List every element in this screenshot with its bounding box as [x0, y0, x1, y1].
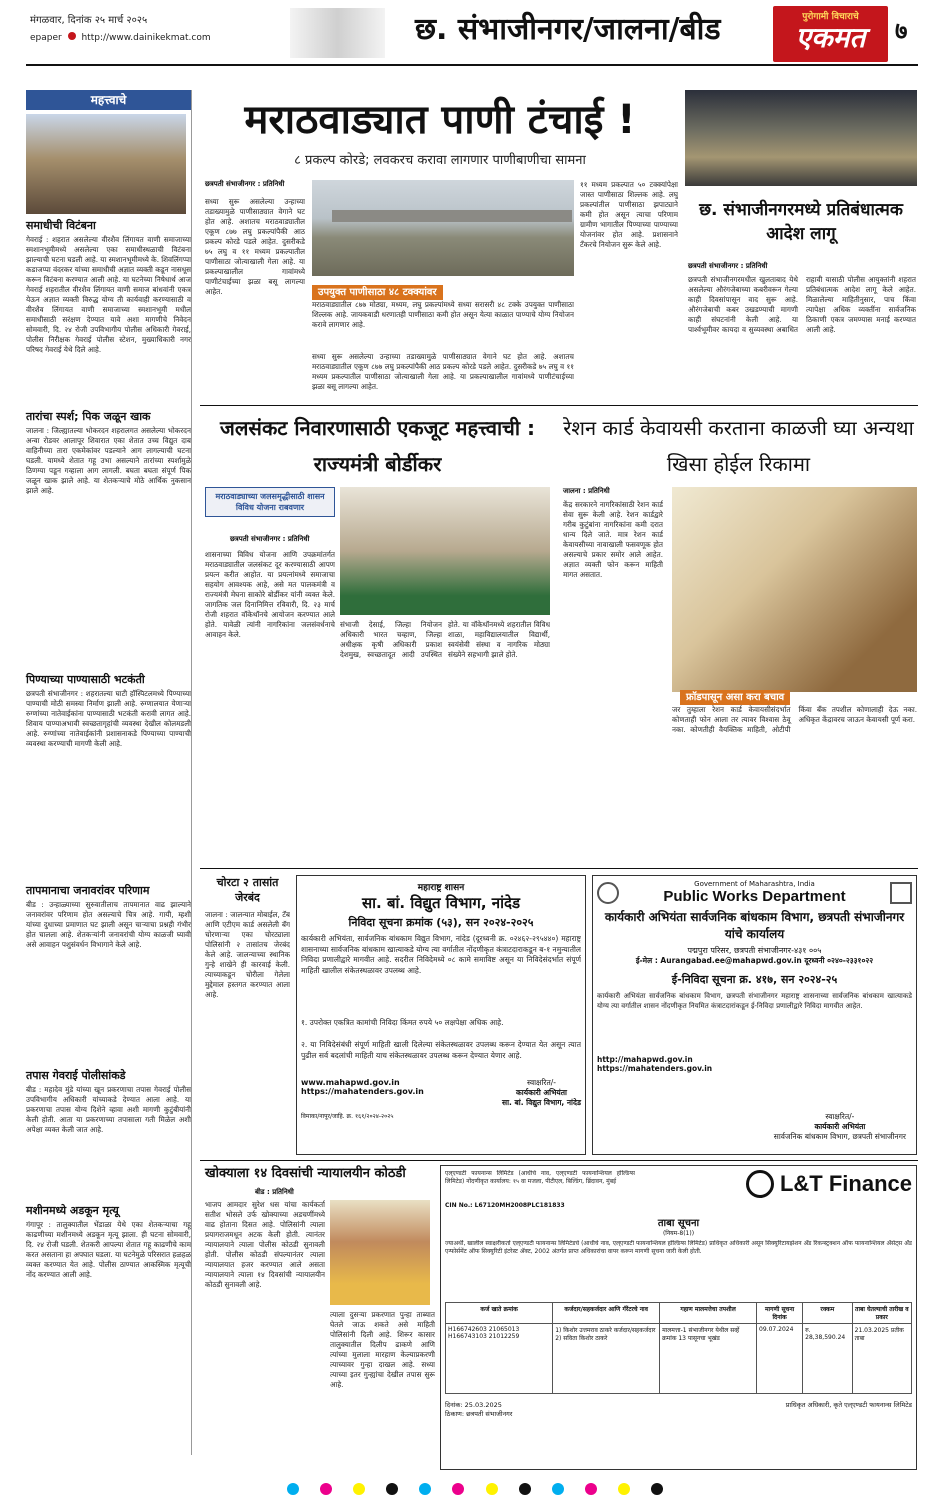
section-rule-2	[200, 868, 918, 869]
table-cell: 21.03.2025 प्रतीक ताबा	[852, 1324, 911, 1394]
minister-subbox	[205, 487, 335, 517]
table-cell: 09.07.2024	[757, 1324, 803, 1394]
table-header: कर्ज खाते क्रमांक	[446, 1303, 553, 1324]
story-body: गंगापूर : तालुक्यातील भेंडाळा येथे एका शेतकऱ्याचा गहू काढणीच्या मशीनमध्ये अडकून मृत्यू झाला. ही घटना सोमवारी, दि. २४ रोजी घडली. शेतकरी आपल्या शेतात गहू काढणीचे काम करत असताना हा अपघात घडला. या घटनेमुळे परिसरात हळहळ व्यक्त करण्यात येत आहे. पोलीस ठाण्यात आकस्मिक मृत्यूची नोंद करण्यात आली आहे.	[26, 1220, 191, 1279]
section-rule-1	[200, 405, 918, 406]
sidebar-header: महत्त्वाचे	[26, 90, 191, 110]
ration-body: केंद्र सरकारने नागरिकांसाठी रेशन कार्ड सेवा सुरू केली आहे. रेशन कार्डद्वारे गरीब कुटुंबांना नागरिकांना कमी दरात धान्य दिले जाते. मात्र रेशन कार्ड केवायसीच्या नावाखाली फसवणूक होत असल्याचे प्रकार समोर आले आहेत. अज्ञात व्यक्ती फोन करून माहिती मागत असतात.	[563, 500, 663, 579]
registration-dot	[353, 1483, 365, 1495]
jail-headline: चोरटा २ तासांत जेरबंद	[216, 876, 279, 904]
ad-electric	[296, 875, 586, 1155]
table-header: गहाण मालमत्तेचा तपशील	[660, 1303, 757, 1324]
ad-pwd-header	[597, 880, 912, 905]
brand-tagline: पुरोगामी विचाराचे	[802, 12, 859, 22]
ad-finance-place: ठिकाण: छत्रपती संभाजीनगर	[445, 1410, 513, 1418]
sidebar-story-3	[26, 672, 191, 877]
ad-pwd-title: कार्यकारी अभियंता सार्वजनिक बांधकाम विभाग, छत्रपती संभाजीनगर यांचे कार्यालय	[604, 910, 905, 941]
police-body: छत्रपती संभाजीनगरमधील खुलताबाद येथे असलेल्या औरंगजेबाच्या कबरीवरून गेल्या काही दिवसांपासून वाद सुरू आहे. औरंगजेबाची कबर उखडण्याची मागणी काही संघटनांनी केली आहे. या पार्श्वभूमीवर कायदा व सुव्यवस्था अबाधित राहावी यासाठी पोलीस आयुक्तांनी शहरात प्रतिबंधात्मक आदेश लागू केले आहेत. मिळालेल्या माहितीनुसार, पाच किंवा त्यापेक्षा अधिक व्यक्तींना सार्वजनिक ठिकाणी एकत्र जमण्यास मनाई करण्यात आली आहे.	[688, 275, 916, 334]
table-cell: मालमत्ता-1 संभाजीनगर येथील सर्व्हे क्रमांक 13 पासूनचा भूखंड	[660, 1324, 757, 1394]
table-header-row	[446, 1303, 912, 1324]
table-header: कर्जदार/सहकर्जदार आणि गॅरेंटरचे नाव	[553, 1303, 660, 1324]
table-row	[446, 1324, 912, 1394]
ad-pwd-dept: Public Works Department	[663, 888, 846, 905]
registration-dot	[651, 1483, 663, 1495]
ad-electric-site-2[interactable]: https://mahatenders.gov.in	[301, 1087, 424, 1096]
minister-headline: जलसंकट निवारणासाठी एकजूट महत्त्वाची : राज्यमंत्री बोर्डीकर	[220, 416, 535, 476]
registration-dot	[618, 1483, 630, 1495]
sign-office: सार्वजनिक बांधकाम विभाग, छत्रपती संभाजीनगर	[773, 1132, 906, 1141]
brand-box	[773, 6, 888, 62]
story-title: समाधीची विटंबना	[26, 219, 96, 232]
table-header: मागणी सूचना दिनांक	[757, 1303, 803, 1324]
sign-label: स्वाक्षरित/-	[825, 1112, 855, 1121]
ad-electric-title: सा. बां. विद्युत विभाग, नांदेड	[362, 894, 520, 912]
minister-body-2: संभाजी देसाई, जिल्हा नियोजन अधिकारी भारत चव्हाण, जिल्हा अधीक्षक कृषी अधिकारी प्रकाश देशमुख, स्वच्छतादूत आदी उपस्थित होते. या वॉकेथॉनमध्ये शहरातील विविध शाळा, महाविद्यालयातील विद्यार्थी, स्वयंसेवी संस्था व नागरिक मोठ्या संख्येने सहभागी झाले होते.	[340, 620, 550, 659]
dam-photo	[312, 180, 574, 276]
epaper-row	[30, 32, 211, 43]
custody-body-2: त्याला दुसऱ्या प्रकरणात पुन्हा ताब्यात घेतले जाऊ शकते असे माहिती पोलिसांनी दिली आहे. शिरूर कासार तालुक्यातील दिलीप ढाकणे आणि त्यांच्या मुलाला मारहाण केल्याप्रकरणी त्याच्यावर गुन्हा दाखल आहे. सध्या त्याच्या इतर गुन्ह्यांचा देखील तपास सुरू आहे.	[330, 1310, 435, 1389]
table-cell: रु. 28,38,590.24	[803, 1324, 853, 1394]
custody-byline: बीड : प्रतिनिधी	[255, 1188, 294, 1196]
registration-dot	[452, 1483, 464, 1495]
story-body: जालना : जिल्ह्यातल्या भोकरदन शहरालगत असलेल्या भोकरदन अन्वा रोडवर आलापूर शिवारात एका शेतात उच्च विद्युत दाब वाहिनीच्या तारा एकमेकांवर पडल्याने आग लागल्याची घटना घडली. यामध्ये शेतात गहू उभा असल्याने तारांच्या स्पर्शामुळे ठिणग्या पडून गव्हाला आग लागली. बघता बघता संपूर्ण पिक जळून खाक झाले आहे. या शेतकऱ्याचे मोठे आर्थिक नुकसान झाले आहे.	[26, 426, 191, 495]
ration-headline: रेशन कार्ड केवायसी करताना काळजी घ्या अन्यथा खिसा होईल रिकामा	[563, 416, 914, 476]
ad-pwd-heading	[663, 880, 845, 905]
sidebar-story-5	[26, 1068, 191, 1197]
ad-finance-company	[445, 1170, 635, 1209]
epaper-url[interactable]: http://www.dainikekmat.com	[81, 33, 211, 43]
table-header: ताबा घेतल्याची तारीख व प्रकार	[852, 1303, 911, 1324]
custody-headline: खोक्याला १४ दिवसांची न्यायालयीन कोठडी	[205, 1166, 406, 1181]
ad-finance-footer	[445, 1400, 912, 1418]
story-title: मशीनमध्ये अडकून मृत्यू	[26, 1204, 119, 1217]
minister-subbox-text: मराठवाड्याच्या जलसमृद्धीसाठी शासन विविध योजना राबवणार	[215, 492, 325, 512]
masthead-rule	[26, 64, 918, 66]
ad-pwd-sign	[774, 1112, 906, 1142]
story-body: गेवराई : शहरात असलेल्या वीरशैव लिंगायत वाणी समाजाच्या स्मशानभूमीमध्ये असलेल्या एका समाधीस्थळाची विटंबना झाल्याची घटना घडली आहे. या स्मशानभूमीमध्ये के. शिवलिंगप्पा कडाजप्पा वंदरकर यांच्या समाधीची अज्ञात व्यक्ती कडून नासधूस करून विटंबना करण्यात आली आहे. या घटनेच्या निषेधार्थ आज गेवराई शहरातील वीरशैव लिंगायत वाणी समाज बांधवांनी एकत्र येऊन अज्ञात व्यक्ती विरुद्ध योग्य ती कार्यवाही करण्यासाठी व वीरशैव लिंगायत वाणी समाजाच्या स्मशानभूमी मधील समाधीसाठी सरंक्षण देण्यात यावे अशा मागणीचे निवेदन सोमवारी, दि. २४ रोजी उपविभागीय पोलीस अधिकारी गेवराई, पोलीस निरीक्षक गेवराई पोलीस स्टेशन, मुख्याधिकारी नगर परिषद गेवराई येथे दिले आहे.	[26, 235, 191, 354]
ad-electric-notice: निविदा सूचना क्रमांक (५३), सन २०२४-२०२५	[348, 916, 534, 929]
story-body: बीड : महादेव मुंडे यांच्या खून प्रकरणाचा तपास गेवराई पोलीस उपविभागीय अधिकारी यांच्याकडे देण्यात आला आहे. या प्रकरणाचा तपास योग्य दिशेने व्हावा अशी मागणी कुटुंबीयांनी केली होती. आता या प्रकरणाच्या तपासाला गती मिळेल अशी अपेक्षा व्यक्त केली जात आहे.	[26, 1085, 191, 1134]
ad-finance-table	[445, 1302, 912, 1394]
ad-finance-cin: CIN No.: L67120MH2008PLC181833	[445, 1202, 565, 1209]
sidebar	[26, 90, 192, 1455]
lead-col2b: सध्या सुरू असलेल्या उन्हाच्या तडाख्यामुळे पाणीसाठ्यात वेगाने घट होत आहे. अशातच मराठवाड्यातील एकूण ८७७ लघु प्रकल्पांपैकी आठ प्रकल्प कोरडे पडले आहेत. दुसरीकडे ७५ लघु व ११ मध्यम प्रकल्पातील पाणीसाठा जोत्याखाली गेला आहे. या प्रकल्पाखालील गावांमध्ये पाणीटंचाईच्या झळा बसू लागल्या आहेत.	[312, 352, 574, 391]
lead-subheadline: ८ प्रकल्प कोरडे; लवकरच करावा लागणार पाणीबाणीचा सामना	[294, 153, 586, 168]
sign-title: कार्यकारी अभियंता	[516, 1088, 567, 1097]
masthead-decor	[290, 8, 385, 58]
ad-pwd-gov-line: Government of Maharashtra, India	[694, 880, 815, 888]
story-title: पिण्याच्या पाण्यासाठी भटकंती	[26, 673, 145, 686]
sign-title: कार्यकारी अभियंता	[814, 1122, 866, 1131]
story-title: तपास गेवराई पोलीसांकडे	[26, 1069, 126, 1082]
ration-body-2: जर तुम्हाला रेशन कार्ड केवायसीसंदर्भात कोणताही फोन आला तर त्यावर विश्वास ठेवू नका. कोणतीही वैयक्तिक माहिती, ओटीपी किंवा बँक तपशील कोणालाही देऊ नका. अधिकृत केंद्रावरच जाऊन केवायसी पूर्ण करा.	[672, 705, 917, 734]
story-body: बीड : उन्हाळ्याच्या सुरुवातीलाच तापमानात वाढ झाल्याने जनावरांवर परिणाम होत असल्याचे चित्र आहे. गायी, म्हशी यांच्या दुधाच्या प्रमाणात घट झाली असून चाऱ्याचा प्रश्नही गंभीर होत चालला आहे. शेतकऱ्यांनी जनावरांची योग्य काळजी घ्यावी असे आवाहन पशुसंवर्धन विभागाने केले आहे.	[26, 900, 191, 949]
ad-electric-footer	[301, 1078, 581, 1108]
masthead-date: मंगळवार, दिनांक २५ मार्च २०२५	[30, 15, 148, 26]
registration-dot	[287, 1483, 299, 1495]
registration-dot	[552, 1483, 564, 1495]
photo-caption-tag	[312, 280, 443, 299]
table-cell: 1) किशोर उत्तमराव ठाकरे कर्जदार/सहकर्जदार 2) सविता किशोर ठाकरे	[553, 1324, 660, 1394]
ration-photo	[672, 487, 917, 692]
story-body: छत्रपती संभाजीनगर : शहरातल्या घाटी हॉस्पिटलमध्ये पिण्याच्या पाण्याची मोठी समस्या निर्माण झाली आहे. रुग्णालयात येणाऱ्या रुग्णांच्या नातेवाईकांना पाण्यासाठी भटकंती करावी लागत आहे. शिवाय पाण्याअभावी स्वच्छतागृहांची व्यवस्था देखील कोलमडली आहे. रुग्णांच्या नातेवाईकांनी प्रशासनाकडे पिण्याच्या पाण्याची व्यवस्था करण्याची मागणी केली आहे.	[26, 689, 191, 748]
ad-pwd-sites	[597, 1055, 912, 1073]
ad-pwd-email: ई-मेल : Aurangabad.ee@mahapwd.gov.in दूरध्वनी ०२४०-२३३१०२२	[635, 956, 874, 965]
table-cell: H166742603 21065013 H166743103 21012259	[446, 1324, 553, 1394]
page-number: ७	[895, 17, 908, 45]
photo-caption: उपयुक्त पाणीसाठा ४८ टक्क्यांवर	[312, 285, 443, 300]
police-byline: छत्रपती संभाजीनगर : प्रतिनिधी	[688, 262, 768, 270]
ad-electric-gov: महाराष्ट्र शासन	[417, 883, 465, 893]
registration-dot	[519, 1483, 531, 1495]
lead-headline: मराठवाड्यात पाणी टंचाई !	[244, 97, 636, 143]
ad-finance-brand	[746, 1170, 912, 1198]
lead-col1: सध्या सुरू असलेल्या उन्हाच्या तडाख्यामुळे पाणीसाठ्यात वेगाने घट होत आहे. अशातच मराठवाड्यातील एकूण ८७७ लघु प्रकल्पांपैकी आठ प्रकल्प कोरडे पडले आहेत. दुसरीकडे ७५ लघु व ११ मध्यम प्रकल्पातील पाणीसाठा जोत्याखाली गेला आहे. या प्रकल्पाखालील गावांमध्ये पाणीटंचाईच्या झळा बसू लागल्या आहेत.	[205, 197, 305, 296]
ad-electric-point-1: १. उपरोक्त एकत्रित कामांची निविदा किंमत रुपये ५० लक्षपेक्षा अधिक आहे.	[301, 1018, 504, 1027]
ad-finance-header	[445, 1170, 912, 1209]
ad-pwd-address: पद्मपुरा परिसर, छत्रपती संभाजीनगर-४३१ ००५	[687, 946, 822, 955]
sidebar-photo	[26, 114, 186, 214]
registration-dot	[386, 1483, 398, 1495]
sidebar-story-2	[26, 409, 191, 666]
epaper-label: epaper	[30, 33, 62, 43]
lead-col2: मराठवाड्यातील ८७७ मोठ्या, मध्यम, लघु प्रकल्पांमध्ये सध्या सरासरी ४८ टक्के उपयुक्त पाणीसाठा शिल्लक आहे. जायकवाडी धरणातही पाणीसाठा कमी होत असून येत्या काळात पाण्याचे योग्य नियोजन करावे लागणार आहे.	[312, 300, 574, 329]
ad-pwd-site-2[interactable]: https://mahatenders.gov.in	[597, 1064, 713, 1073]
gov-emblem-icon	[597, 882, 619, 904]
dam-wall	[332, 210, 572, 222]
minister-body: शासनाच्या विविध योजना आणि उपक्रमांतर्गत मराठवाड्यातील जलसंकट दूर करण्यासाठी आपण प्रयत्न करीत आहोत. या प्रयत्नांमध्ये समाजाचा सहयोग आवश्यक आहे, असे मत पालकमंत्री व राज्यमंत्री मेघना साकोरे बोर्डीकर यांनी व्यक्त केले. जागतिक जल दिनानिमित्त रविवारी, दि. २३ मार्च रोजी शहरात वॉकेथॉनचे आयोजन करण्यात आले होते. यावेळी त्यांनी नागरिकांना जलसंवर्धनाचे आवाहन केले.	[205, 550, 335, 639]
registration-dot	[585, 1483, 597, 1495]
pwd-logo-icon	[890, 882, 912, 904]
ad-pwd-site-1[interactable]: http://mahapwd.gov.in	[597, 1055, 693, 1064]
ad-electric-point-2: २. या निविदेसंबंधी संपूर्ण माहिती खाली दिलेल्या संकेतस्थळावर उपलब्ध करून देण्यात येत असून त्यात पुढील सर्व बदलांची माहिती याच संकेतस्थळावर उपलब्ध करून देण्यात येणार आहे.	[301, 1040, 581, 1060]
sign-label: स्वाक्षरित/-	[527, 1078, 556, 1087]
lead-col3: ११ मध्यम प्रकल्पात ५० टक्क्यांपेक्षा जास्त पाणीसाठा शिल्लक आहे. लघु प्रकल्पांतील पाणीसाठा झपाट्याने कमी होत असून त्याचा परिणाम ग्रामीण भागातील पिण्याच्या पाण्याच्या योजनांवर होत आहे. प्रशासनाने टँकरचे नियोजन सुरू केले आहे.	[580, 180, 678, 249]
ad-electric-sign	[502, 1078, 581, 1108]
ration-byline: जालना : प्रतिनिधी	[563, 487, 610, 495]
jail-body: जालना : जालन्यात मोबाईल, टॅब आणि एटीएम कार्ड असलेली बॅग चोरणाऱ्या एका चोरट्याला पोलिसांनी २ तासांतच जेरबंद केले आहे. जालन्याच्या स्थानिक गुन्हे शाखेने ही कारवाई केली. त्याच्याकडून चोरीला गेलेला मुद्देमाल हस्तगत करण्यात आला आहे.	[205, 910, 290, 999]
sidebar-story-4	[26, 883, 191, 1062]
sign-office: सा. बां. विद्युत विभाग, नांदेड	[502, 1098, 581, 1107]
table-header: रक्कम	[803, 1303, 853, 1324]
story-title: तारांचा स्पर्श; पिक जळून खाक	[26, 410, 151, 423]
ad-pwd-body: कार्यकारी अभियंता सार्वजनिक बांधकाम विभाग, छत्रपती संभाजीनगर महाराष्ट्र शासनाच्या सार्वजनिक बांधकाम खात्याकडे योग्य त्या वर्गातील शासन नोंदणीकृत नियमित कंत्राटदारांकडून ई-निविदा प्रणालीद्वारे निविदा मागवीत आहेत.	[597, 992, 912, 1010]
ad-electric-site-1[interactable]: www.mahapwd.gov.in	[301, 1078, 400, 1087]
lead-byline: छत्रपती संभाजीनगर : प्रतिनिधी	[205, 180, 285, 188]
minister-byline: छत्रपती संभाजीनगर : प्रतिनिधी	[230, 535, 310, 543]
sidebar-story-1	[26, 218, 191, 403]
registration-dot	[486, 1483, 498, 1495]
masthead	[0, 0, 945, 78]
registration-dots	[60, 1480, 890, 1499]
ad-finance	[440, 1165, 917, 1470]
ad-pwd	[592, 875, 917, 1155]
ad-electric-body: कार्यकारी अभियंता, सार्वजनिक बांधकाम विद्युत विभाग, नांदेड (दूरध्वनी क्र. ०२४६२-२९५४४०) महाराष्ट्र शासनाच्या सार्वजनिक बांधकाम खात्याकडे योग्य त्या वर्गातील नोंदणीकृत कंत्राटदाराकडून ब-१ नमुन्यातील निविदा प्रणालीद्वारे मागवीत आहे. सदरील निविदेमध्ये ०८ कामे समाविष्ट असून या निविदेसंदर्भात संपूर्ण माहिती खालील संकेतस्थळावर उपलब्ध आहे.	[301, 934, 581, 975]
ad-finance-date: दिनांक: 25.03.2025	[445, 1401, 502, 1409]
ad-finance-company-lines: एल्एण्डटी फायनान्स लिमिटेड (आधीचे नाव, एल्एण्डटी फायनान्शियल होल्डिंग्स लिमिटेड) नोंदणीकृत कार्यालय: १५ वा मजला, पीटीएल, बिल्डिंग, ब्रिंदावन, मुंबई	[445, 1170, 635, 1185]
police-headline: छ. संभाजीनगरमध्ये प्रतिबंधात्मक आदेश लागू	[699, 200, 903, 244]
ad-electric-ref: विमाका/नापूर/जाहि. क्र. १६१/२०२४-२०२५	[301, 1113, 394, 1120]
brand-logo: एकमत	[795, 21, 866, 54]
registration-dot	[320, 1483, 332, 1495]
epaper-icon	[68, 32, 76, 40]
ad-finance-notice-sub: (नियम-8(1))	[662, 1230, 695, 1237]
edition-title: छ. संभाजीनगर/जालना/बीड	[415, 12, 721, 47]
lt-logo-icon	[746, 1170, 774, 1198]
story-title: तापमानाचा जनावरांवर परिणाम	[26, 884, 150, 897]
sidebar-story-6	[26, 1203, 191, 1360]
ad-finance-body: ज्याअर्थी, खालील स्वाक्षरीकर्ता एल्एण्डटी फायनान्स लिमिटेडचे (आधीचे नाव, एल्एण्डटी फायनान्शियल होल्डिंग्स लिमिटेड) प्राधिकृत अधिकारी असून सिक्युरिटायझेशन अँड रिकन्स्ट्रक्शन ऑफ फायनान्शियल ॲसेट्स अँड एन्फोर्समेंट ऑफ सिक्युरिटी इंटरेस्ट ॲक्ट, 2002 अंतर्गत प्राप्त अधिकारांचा वापर करून मागणी सूचना जारी केली होती.	[445, 1240, 912, 1255]
police-photo	[685, 90, 917, 186]
custody-body: भाजप आमदार सुरेश धस यांचा कार्यकर्ता सतीश भोसले उर्फ खोक्याच्या अडचणींमध्ये वाढ होताना दिसत आहे. पोलिसांनी त्याला प्रयागराजमधून अटक केली होती. त्यानंतर न्यायालयाने त्याला पोलीस कोठडी सुनावली होती. पोलीस कोठडी संपल्यानंतर त्याला न्यायालयात हजर करण्यात आले असता न्यायालयाने त्याला १४ दिवसांची न्यायालयीन कोठडी सुनावली आहे.	[205, 1200, 325, 1289]
ad-pwd-notice: ई-निविदा सूचना क्र. ४१७, सन २०२४-२५	[671, 973, 838, 986]
ad-electric-sites	[301, 1078, 424, 1108]
minister-photo	[340, 487, 550, 615]
ration-caption: फ्रॉडपासून असा करा बचाव	[680, 690, 790, 705]
ad-finance-sign: प्राधिकृत अधिकारी, कृते एल्एण्डटी फायनान्स लिमिटेड	[785, 1401, 912, 1409]
registration-dot	[419, 1483, 431, 1495]
section-rule-3	[200, 1160, 918, 1161]
ration-caption-tag	[680, 685, 790, 704]
ad-finance-brand-name: L&T Finance	[779, 1171, 912, 1196]
ad-finance-notice-title: ताबा सूचना	[657, 1218, 700, 1229]
custody-photo	[330, 1200, 430, 1305]
